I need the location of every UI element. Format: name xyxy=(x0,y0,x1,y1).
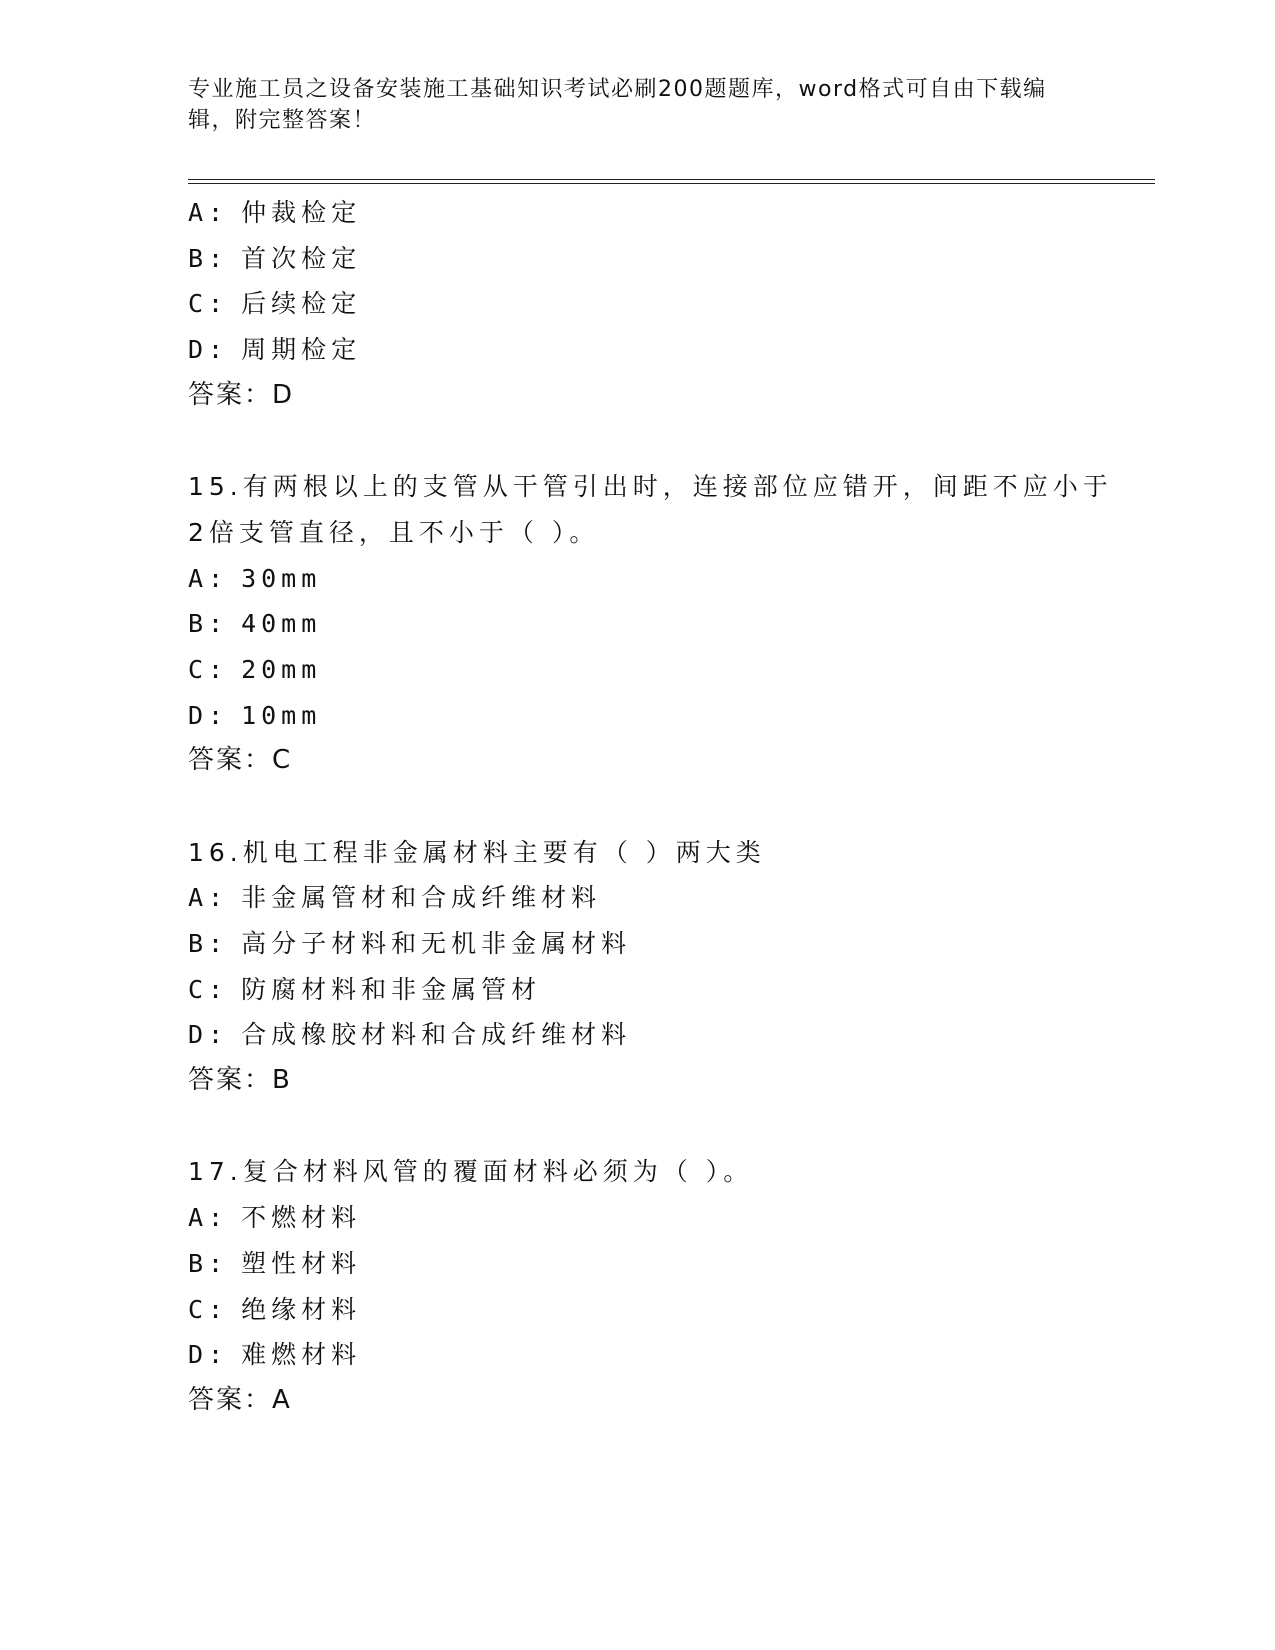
question-text: 16.机电工程非金属材料主要有（ ）两大类 xyxy=(188,837,766,867)
header-divider-bottom xyxy=(188,183,1155,184)
option-a: A: 不燃材料 xyxy=(188,1203,362,1233)
option-d: D: 难燃材料 xyxy=(188,1340,362,1370)
option-b: B: 塑性材料 xyxy=(188,1248,362,1278)
answer-label: 答案：D xyxy=(188,379,295,410)
answer-label: 答案：A xyxy=(188,1384,292,1415)
option-b: B: 高分子材料和无机非金属材料 xyxy=(188,929,632,958)
option-d: D: 周期检定 xyxy=(188,335,362,365)
question-block-prev xyxy=(188,190,1148,418)
option-c: C: 20mm xyxy=(188,654,322,684)
question-number: 16. xyxy=(188,837,243,867)
option-c: C: 后续检定 xyxy=(188,289,362,319)
question-text: 17.复合材料风管的覆面材料必须为（ ）。 xyxy=(188,1157,754,1187)
question-block-17 xyxy=(188,1149,1148,1423)
option-b: B: 40mm xyxy=(188,609,322,639)
answer-label: 答案：C xyxy=(188,745,293,776)
option-b: B: 首次检定 xyxy=(188,243,362,273)
question-list xyxy=(188,190,1148,1424)
option-d: D: 合成橡胶材料和合成纤维材料 xyxy=(188,1020,632,1050)
option-c: C: 防腐材料和非金属管材 xyxy=(188,974,542,1004)
question-text-continued: 2倍支管直径，且不小于（ ）。 xyxy=(188,517,600,547)
question-text: 15.有两根以上的支管从干管引出时，连接部位应错开，间距不应小于 xyxy=(188,472,1113,502)
header-divider-top xyxy=(188,179,1155,180)
document-header-title: 专业施工员之设备安装施工基础知识考试必刷200题题库，word格式可自由下载编辑，附完整答案！ xyxy=(188,77,1047,133)
question-number: 15. xyxy=(188,472,243,502)
question-block-15 xyxy=(188,464,1148,784)
option-a: A: 30mm xyxy=(188,563,322,593)
question-number: 17. xyxy=(188,1157,243,1187)
answer-label: 答案：B xyxy=(188,1065,292,1096)
option-c: C: 绝缘材料 xyxy=(188,1294,362,1324)
question-block-16 xyxy=(188,830,1148,1104)
option-a: A: 仲裁检定 xyxy=(188,198,362,227)
option-a: A: 非金属管材和合成纤维材料 xyxy=(188,883,602,913)
option-d: D: 10mm xyxy=(188,700,322,730)
